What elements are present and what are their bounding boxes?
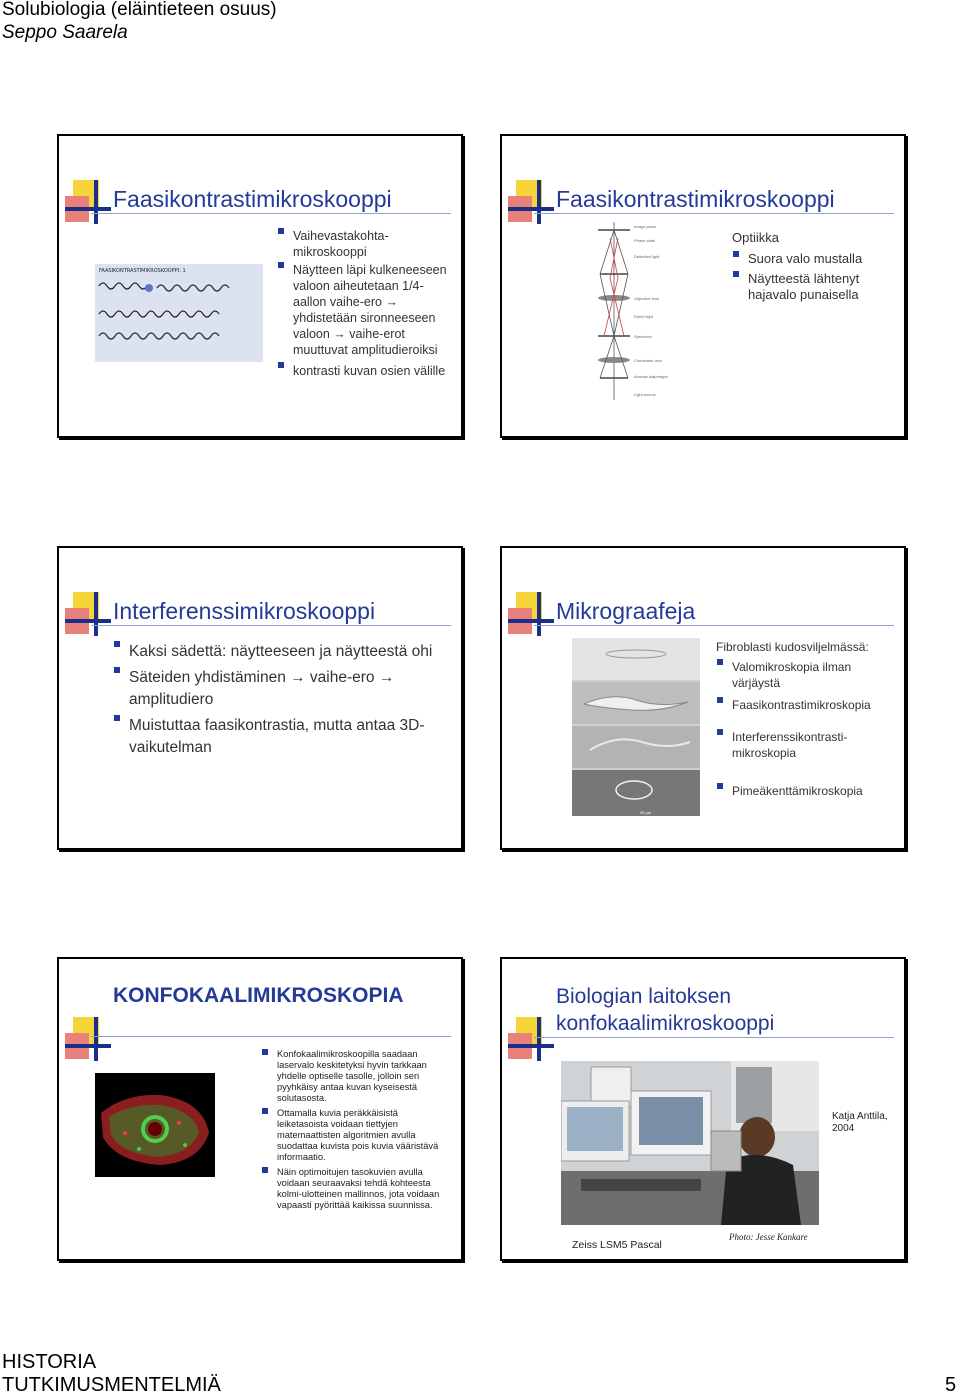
svg-text:Light source: Light source xyxy=(634,392,656,397)
slide-title: Faasikontrastimikroskooppi xyxy=(556,186,835,212)
author-credit-line: Katja Anttila, xyxy=(832,1111,888,1122)
bullet-item: Säteiden yhdistäminen → vaihe-ero → amplitudiero xyxy=(113,667,453,711)
svg-text:Objective lens: Objective lens xyxy=(634,296,660,301)
slide-title: Interferenssimikroskooppi xyxy=(113,598,376,624)
svg-text:Deflected light: Deflected light xyxy=(634,254,660,259)
bullet-item: kontrasti kuvan osien välille xyxy=(277,362,457,381)
slide-1 xyxy=(57,134,463,438)
slide-title-line: Biologian laitoksen xyxy=(556,985,732,1008)
slide-title: Mikrograafeja xyxy=(556,598,696,624)
bullet-item: Pimeäkenttämikroskopia xyxy=(716,783,896,799)
slide-logo-icon xyxy=(65,592,111,636)
footer-subsection: TUTKIMUSMENTELMIÄ xyxy=(2,1374,221,1396)
svg-text:Annular diaphragm: Annular diaphragm xyxy=(634,374,668,379)
title-rule xyxy=(91,625,451,626)
fibroblast-micrographs-image xyxy=(572,638,700,816)
photo-credit: Photo: Jesse Kankare xyxy=(729,1232,808,1242)
title-rule xyxy=(534,1037,894,1038)
slide-logo-icon xyxy=(508,592,554,636)
svg-text:FAASIKONTRASTIMIKROSKOOPPI: 1: FAASIKONTRASTIMIKROSKOOPPI: 1 xyxy=(99,268,186,274)
title-rule xyxy=(534,625,894,626)
slide-logo-icon xyxy=(508,180,554,224)
slide-title: Faasikontrastimikroskooppi xyxy=(113,186,392,212)
page-number: 5 xyxy=(945,1374,957,1396)
slide-title-line: konfokaalimikroskooppi xyxy=(556,1012,775,1035)
title-rule xyxy=(91,213,451,214)
confocal-cell-image xyxy=(95,1073,215,1177)
bullet-item: Valomikroskopia ilman värjäystä xyxy=(716,659,896,691)
document-author: Seppo Saarela xyxy=(2,22,128,43)
slide-title: KONFOKAALIMIKROSKOPIA xyxy=(113,984,404,1007)
slide-4 xyxy=(500,546,906,850)
bullet-item: Vaihevastakohta-mikroskooppi xyxy=(277,228,457,260)
slide-5 xyxy=(57,957,463,1261)
bullet-item: Suora valo mustalla xyxy=(732,251,897,267)
svg-text:30 µm: 30 µm xyxy=(640,810,652,815)
svg-text:Direct light: Direct light xyxy=(634,314,653,319)
microscope-photo-image xyxy=(561,1061,819,1225)
title-rule xyxy=(534,213,894,214)
slide-logo-icon xyxy=(65,1017,111,1061)
author-credit-line: 2004 xyxy=(832,1123,855,1134)
bullet-item: Näytteestä lähtenyt hajavalo punaisella xyxy=(732,271,897,303)
bullet-item: Interferenssikontrasti-mikroskopia xyxy=(716,729,896,761)
footer-section: HISTORIA xyxy=(2,1351,97,1373)
title-rule xyxy=(91,1036,451,1037)
slide-2 xyxy=(500,134,906,438)
svg-text:Condenser lens: Condenser lens xyxy=(634,358,663,363)
bullet-item: Näytteen läpi kulkeneeseen valoon aiheutetaan 1/4- aallon vaihe-ero → yhdistetään sironneeseen valoon → vaihe-erot muuttuvat amplitudieroiksi xyxy=(277,262,457,358)
svg-text:Image plane: Image plane xyxy=(634,224,657,229)
bullet-item: Muistuttaa faasikontrastia, mutta antaa 3D-vaikutelman xyxy=(113,715,453,759)
slide-6 xyxy=(500,957,906,1261)
wave-sketch-image xyxy=(95,264,263,362)
bullet-item: Kaksi sädettä: näytteeseen ja näytteestä ohi xyxy=(113,641,453,663)
bullet-item: Ottamalla kuvia peräkkäisistä leiketasoista voidaan tiettyjen matemaattisten algoritmien avulla suodattaa kuvista pois kuvia vääristävä informaatio. xyxy=(261,1108,447,1163)
slide-3 xyxy=(57,546,463,850)
optics-diagram-image xyxy=(584,218,684,402)
bullet-item: Konfokaalimikroskoopilla saadaan laservalo keskitetyksi hyvin tarkkaan yhdelle optiselle tasolle, jolloin sen pyyhkäisy antaa kuvan kyseisestä solutasosta. xyxy=(261,1049,447,1104)
bullet-item: Näin optimoitujen tasokuvien avulla voidaan seuraavaksi tehdä kohteesta kolmi-ulotteinen mallinnos, jota voidaan vapaasti pyörittää kaikissa suunnissa. xyxy=(261,1167,447,1211)
slide-logo-icon xyxy=(65,180,111,224)
author-credit xyxy=(832,1111,888,1135)
microscope-caption: Zeiss LSM5 Pascal xyxy=(572,1239,662,1251)
micrograph-heading: Fibroblasti kudosviljelmässä: xyxy=(716,640,869,654)
slide-title xyxy=(556,983,774,1037)
svg-text:Phase plate: Phase plate xyxy=(634,238,656,243)
svg-text:Specimen: Specimen xyxy=(634,334,652,339)
slide-logo-icon xyxy=(508,1017,554,1061)
bullet-item: Faasikontrastimikroskopia xyxy=(716,697,896,713)
document-title: Solubiologia (eläintieteen osuus) xyxy=(2,0,277,20)
optics-heading: Optiikka xyxy=(732,230,779,245)
